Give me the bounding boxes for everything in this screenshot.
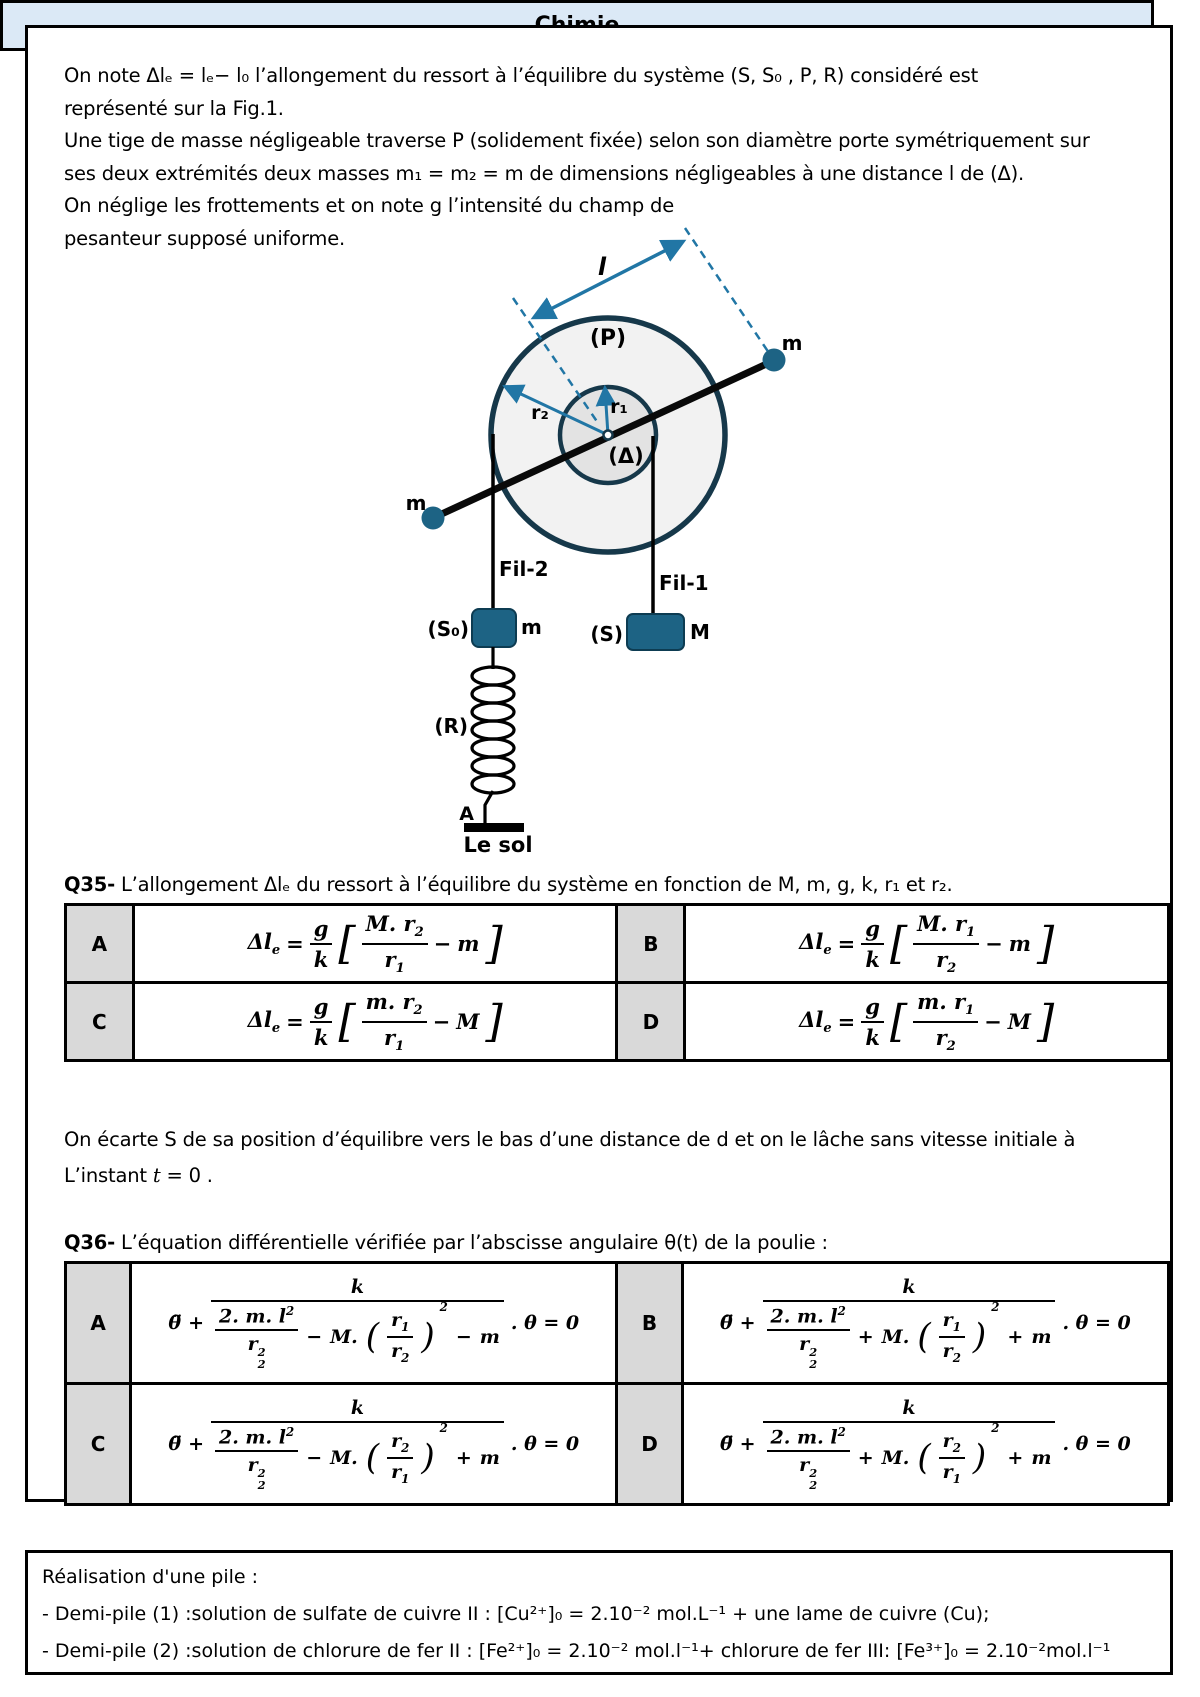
- label-fil1: Fil-1: [659, 571, 709, 595]
- q36-heading: Q36- L’équation différentielle vérifiée par l’abscisse angulaire θ(t) de la poulie :: [64, 1230, 828, 1254]
- q36-option-formula-C: θ̈ + k 2. m. $l^2$ r 2 2 − M. ( $\frac{r_2}{r_1}$ ) 2 + m . θ = 0: [131, 1384, 617, 1505]
- chem-line: - Demi-pile (2) :solution de chlorure de fer II : [Fe²⁺]₀ = 2.10⁻² mol.l⁻¹+ chlorure de fer III: [Fe³⁺]₀ = 2.10⁻²mol.l⁻¹: [42, 1640, 1111, 1662]
- q35-option-letter-C: C: [66, 983, 134, 1061]
- label-r2: r₂: [531, 402, 549, 424]
- label-mass-right: m: [781, 331, 803, 355]
- intro-line: On note Δlₑ = lₑ− l₀ l’allongement du ressort à l’équilibre du système (S, S₀ , P, R) considéré est: [64, 64, 979, 87]
- q35-options-table: [64, 903, 1170, 1062]
- length-dimension-arrow: [535, 242, 682, 317]
- chem-line: Réalisation d'une pile :: [42, 1566, 259, 1588]
- label-ground: Le sol: [463, 833, 533, 857]
- q35-heading: Q35- L’allongement Δlₑ du ressort à l’équilibre du système en fonction de M, m, g, k, r₁ et r₂.: [64, 872, 953, 896]
- main-question-box: [25, 25, 1173, 1502]
- label-S: (S): [590, 622, 623, 646]
- q36-option-formula-B: θ̈ + k 2. m. $l^2$ r 2 2 + M. ( $\frac{r_1}{r_2}$ ) 2 + m . θ = 0: [682, 1263, 1168, 1384]
- chem-line: - Demi-pile (1) :solution de sulfate de cuivre II : [Cu²⁺]₀ = 2.10⁻² mol.L⁻¹ + une lame de cuivre (Cu);: [42, 1603, 990, 1625]
- intro-line: Une tige de masse négligeable traverse P (solidement fixée) selon son diamètre porte symétriquement sur: [64, 129, 1090, 152]
- q35-option-letter-A: A: [66, 905, 134, 983]
- label-mass-left: m: [405, 491, 427, 515]
- label-P: (P): [589, 326, 627, 351]
- intro-line: On néglige les frottements et on note g l’intensité du champ de: [64, 194, 675, 217]
- pulley-diagram: [358, 220, 818, 857]
- label-A: A: [459, 803, 474, 825]
- label-M-box: M: [690, 620, 710, 644]
- q36-option-formula-A: θ̈ + k 2. m. $l^2$ r 2 2 − M. ( $\frac{r_1}{r_2}$ ) 2 − m . θ = 0: [131, 1263, 617, 1384]
- label-m-box: m: [521, 615, 542, 639]
- dashed-extension-right: [685, 228, 769, 353]
- label-fil2: Fil-2: [499, 557, 549, 581]
- release-text-line2: L’instant t = 0 .: [64, 1163, 213, 1187]
- chemistry-box: [25, 1550, 1173, 1675]
- q35-option-formula-A: $\Delta l_e$ = $\frac{g}{k}$ [ $\frac{M. r_2}{r_1}$ − m ]: [133, 905, 617, 983]
- q35-prefix: Q35-: [64, 872, 116, 896]
- q36-options-table: [64, 1261, 1170, 1506]
- label-R: (R): [434, 714, 468, 738]
- intro-line: représenté sur la Fig.1.: [64, 96, 284, 120]
- solid-S-box: [627, 614, 684, 650]
- q36-prefix: Q36-: [64, 1230, 116, 1254]
- q35-option-letter-B: B: [617, 905, 685, 983]
- q36-option-letter-D: D: [617, 1384, 682, 1505]
- q35-option-formula-C: $\Delta l_e$ = $\frac{g}{k}$ [ $\frac{m. r_2}{r_1}$ − M ]: [133, 983, 617, 1061]
- intro-line: ses deux extrémités deux masses m₁ = m₂ = m de dimensions négligeables à une distance l de (Δ).: [64, 161, 1025, 185]
- q36-option-letter-C: C: [66, 1384, 131, 1505]
- label-S0: (S₀): [427, 617, 469, 641]
- q36-option-letter-A: A: [66, 1263, 131, 1384]
- release-text-line1: On écarte S de sa position d’équilibre vers le bas d’une distance de d et on le lâche sans vitesse initiale à: [64, 1127, 1076, 1151]
- q35-option-formula-D: $\Delta l_e$ = $\frac{g}{k}$ [ $\frac{m. r_1}{r_2}$ − M ]: [685, 983, 1169, 1061]
- solid-S0-box: [472, 609, 516, 647]
- q35-option-letter-D: D: [617, 983, 685, 1061]
- q36-option-letter-B: B: [617, 1263, 682, 1384]
- q36-option-formula-D: θ̈ + k 2. m. $l^2$ r 2 2 + M. ( $\frac{r_2}{r_1}$ ) 2 + m . θ = 0: [682, 1384, 1168, 1505]
- label-delta: (Δ): [608, 444, 644, 468]
- label-l: l: [597, 253, 607, 281]
- q35-option-formula-B: $\Delta l_e$ = $\frac{g}{k}$ [ $\frac{M. r_1}{r_2}$ − m ]: [685, 905, 1169, 983]
- label-r1: r₁: [610, 396, 628, 418]
- spring: [472, 667, 514, 823]
- axis-center-dot: [604, 431, 613, 440]
- intro-line: pesanteur supposé uniforme.: [64, 226, 346, 250]
